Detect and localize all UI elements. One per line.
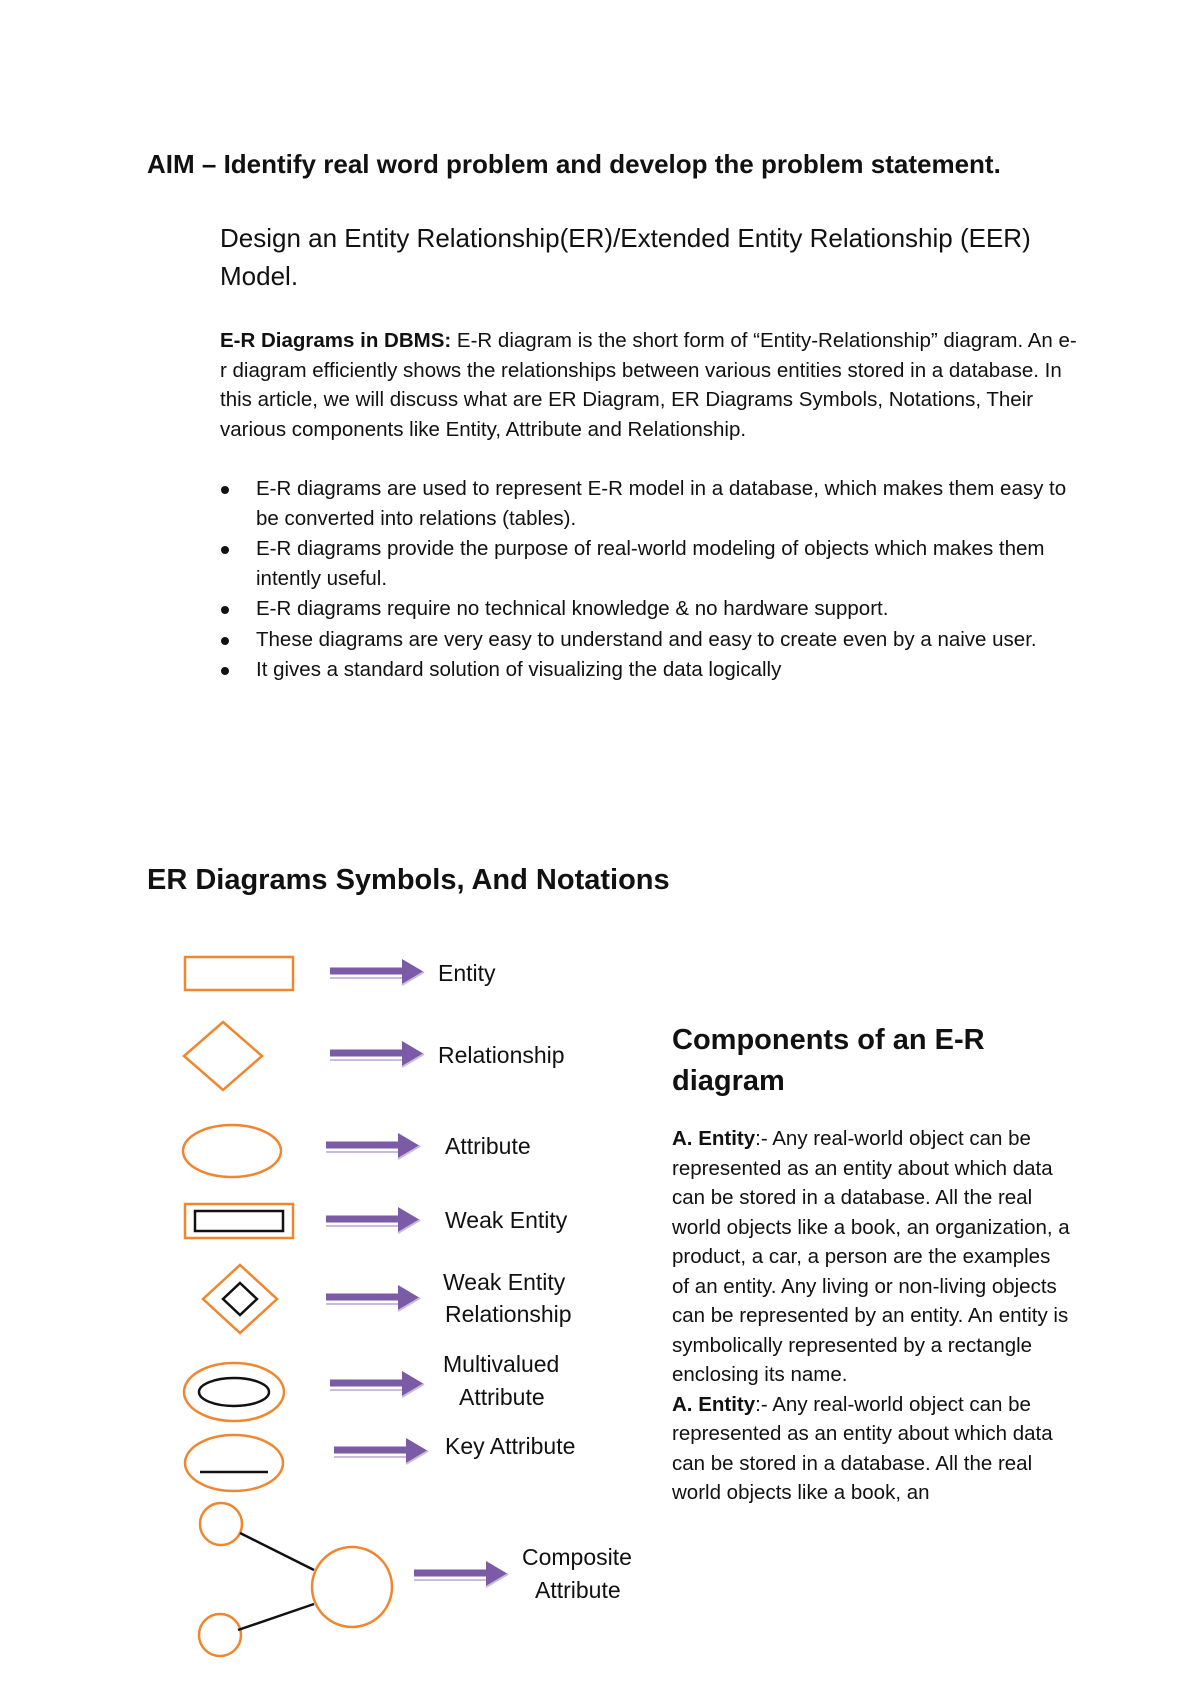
arrow-icon bbox=[330, 1371, 424, 1397]
arrow-icon bbox=[414, 1561, 508, 1587]
arrow-icon bbox=[326, 1207, 420, 1233]
multivalued-inner bbox=[199, 1378, 269, 1406]
list-item bbox=[220, 534, 1080, 593]
list-item bbox=[220, 655, 1080, 685]
composite-sub-attribute-top bbox=[200, 1503, 242, 1545]
weak-relationship-label-1: Weak Entity bbox=[443, 1269, 566, 1295]
bullet-icon bbox=[221, 546, 229, 554]
multivalued-label-2: Attribute bbox=[459, 1384, 545, 1410]
entity-symbol bbox=[185, 957, 293, 990]
key-attribute-label: Key Attribute bbox=[445, 1433, 576, 1459]
entity-paragraph bbox=[672, 1124, 1072, 1390]
weak-entity-symbol bbox=[185, 1204, 293, 1238]
multivalued-label-1: Multivalued bbox=[443, 1351, 560, 1377]
section-title: ER Diagrams Symbols, And Notations bbox=[147, 864, 670, 896]
list-item-text: E-R diagrams require no technical knowledge & no hardware support. bbox=[256, 597, 889, 620]
arrow-icon bbox=[330, 1041, 424, 1067]
list-item-text: E-R diagrams provide the purpose of real-world modeling of objects which makes them intently useful. bbox=[256, 537, 1045, 590]
key-attribute-symbol bbox=[185, 1435, 283, 1491]
composite-sub-attribute-bottom bbox=[199, 1614, 241, 1656]
list-item bbox=[220, 594, 1080, 624]
entity-paragraph-text: :- Any real-world object can be represented as an entity about which data can be stored in a database. All the real world objects like a book, an organization, a product, a car, a person are the examples of an entity. Any living or non-living objects can be represented by an entity. An entity is symbolically represented by a rectangle enclosing its name. bbox=[672, 1127, 1070, 1386]
entity-paragraph-label: A. Entity bbox=[672, 1127, 756, 1150]
bullet-list bbox=[220, 474, 1080, 686]
list-item-text: E-R diagrams are used to represent E-R model in a database, which makes them easy to be converted into relations (tables). bbox=[256, 477, 1067, 530]
bullet-icon bbox=[221, 606, 229, 614]
arrow-icon bbox=[326, 1285, 420, 1311]
bullet-icon bbox=[221, 486, 229, 494]
bullet-icon bbox=[221, 667, 229, 675]
attribute-symbol bbox=[183, 1125, 281, 1177]
composite-line-top bbox=[240, 1533, 314, 1570]
entity-label: Entity bbox=[438, 960, 496, 986]
relationship-symbol bbox=[184, 1022, 262, 1090]
weak-entity-label: Weak Entity bbox=[445, 1207, 568, 1233]
composite-label-2: Attribute bbox=[535, 1577, 621, 1603]
intro-paragraph bbox=[220, 326, 1080, 444]
composite-attribute-main bbox=[312, 1547, 392, 1627]
composite-label-1: Composite bbox=[522, 1544, 632, 1570]
aim-heading: AIM – Identify real word problem and develop the problem statement. bbox=[147, 149, 1001, 179]
intro-label: E-R Diagrams in DBMS: bbox=[220, 329, 452, 352]
arrow-icon bbox=[334, 1438, 428, 1464]
list-item bbox=[220, 625, 1080, 655]
bullet-icon bbox=[221, 637, 229, 645]
arrow-icon bbox=[326, 1133, 420, 1159]
relationship-label: Relationship bbox=[438, 1042, 565, 1068]
er-symbols-legend bbox=[160, 940, 680, 1660]
list-item-text: These diagrams are very easy to understand and easy to create even by a naive user. bbox=[256, 627, 1037, 651]
weak-entity-inner bbox=[195, 1211, 283, 1231]
list-item bbox=[220, 474, 1080, 533]
entity-paragraph-repeat-label: A. Entity bbox=[672, 1392, 756, 1416]
components-section bbox=[672, 1020, 1072, 1508]
intro-text: E-R diagram is the short form of “Entity-Relationship” diagram. An e-r diagram efficiently shows the relationships between various entities stored in a database. In this article, we will discuss what are ER Diagram, ER Diagrams Symbols, Notations, Their various components like Entity, Attribute and Relationship. bbox=[220, 329, 1077, 441]
attribute-label: Attribute bbox=[445, 1133, 531, 1159]
components-title: Components of an E-R diagram bbox=[672, 1024, 985, 1097]
weak-relationship-inner bbox=[223, 1283, 257, 1315]
entity-paragraph-repeat bbox=[672, 1390, 1072, 1508]
subtitle: Design an Entity Relationship(ER)/Extended Entity Relationship (EER) Model. bbox=[220, 223, 1031, 291]
weak-relationship-label-2: Relationship bbox=[445, 1301, 572, 1327]
weak-relationship-symbol bbox=[203, 1265, 277, 1333]
entity-paragraph-repeat-text: :- Any real-world object can be represented as an entity about which data can be stored in a database. All the real world objects like a book, an bbox=[672, 1392, 1053, 1504]
composite-line-bottom bbox=[238, 1604, 314, 1630]
arrow-icon bbox=[330, 959, 424, 985]
list-item-text: It gives a standard solution of visualizing the data logically bbox=[256, 658, 782, 681]
